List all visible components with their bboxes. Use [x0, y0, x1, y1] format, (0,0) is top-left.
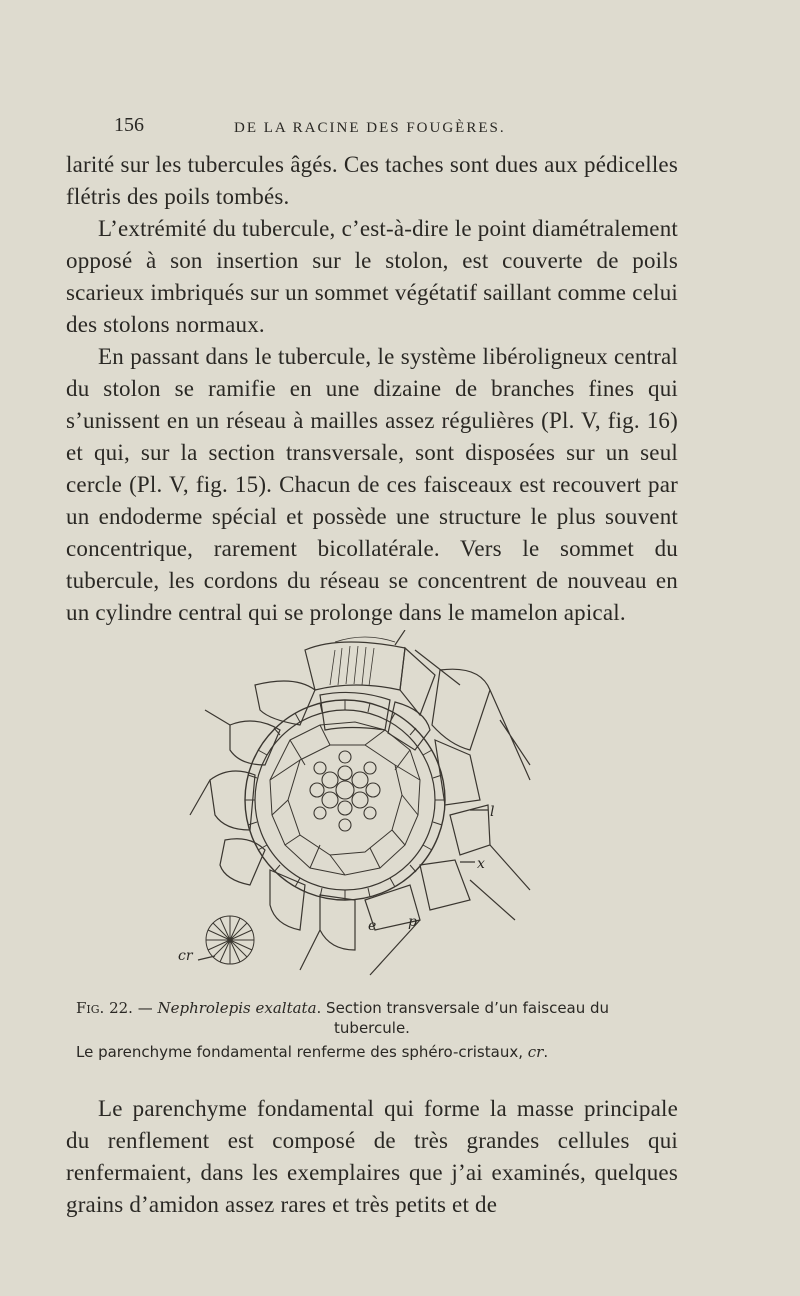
figure-caption — [66, 998, 678, 1062]
label-e: e — [368, 918, 377, 934]
caption-note: Le parenchyme fondamental renferme des sphéro-cristaux, — [76, 1043, 528, 1061]
body-text-top — [66, 149, 678, 629]
paragraph-1: larité sur les tubercules âgés. Ces taches sont dues aux pédicelles flétris des poils tombés. — [66, 152, 678, 209]
paragraph-4: Le parenchyme fondamental qui forme la masse principale du renflement est composé de très grandes cellules qui renfermaient, dans les exemplaires que j’ai examinés, quelques grains d’amidon assez rares et très petits et de — [66, 1096, 678, 1217]
caption-period: . — [543, 1043, 549, 1061]
caption-abbreviation: cr — [527, 1043, 544, 1061]
body-text-bottom — [66, 1093, 678, 1221]
label-p: p — [408, 914, 417, 930]
figure-illustration — [170, 630, 550, 980]
paragraph-2: L’extrémité du tubercule, c’est-à-dire le point diamétralement opposé à son insertion sur le stolon, est couverte de poils scarieux imbriqués sur un sommet végétatif saillant comme celui des stolons normaux. — [66, 216, 678, 337]
running-title: DE LA RACINE DES FOUGÈRES. — [234, 120, 506, 136]
label-cr: cr — [178, 948, 193, 964]
caption-line-2: tubercule. — [334, 1019, 410, 1037]
species-name: Nephrolepis exaltata — [157, 999, 317, 1017]
caption-description: . Section transversale d’un faisceau du — [316, 999, 610, 1017]
caption-dash: — — [132, 999, 158, 1017]
caption-line-3 — [66, 1042, 678, 1062]
label-x: x — [477, 856, 485, 872]
caption-line-1 — [66, 998, 678, 1018]
page-header — [114, 114, 674, 144]
paragraph-3: En passant dans le tubercule, le système libéroligneux central du stolon se ramifie en une dizaine de branches fines qui s’unissent en un réseau à mailles assez régulières (Pl. V, fig. 16) et qui, sur la section transversale, sont disposées sur un seul cercle (Pl. V, fig. 15). Chacun de ces faisceaux est recouvert par un endoderme spécial et possède une structure le plus souvent concentrique, rarement bicollatérale. Vers le sommet du tubercule, les cordons du réseau se concentrent de nouveau en un cylindre central qui se prolonge dans le mamelon apical. — [66, 344, 678, 625]
page-number: 156 — [114, 114, 144, 136]
label-l: l — [490, 804, 495, 820]
vascular-bundle-drawing — [170, 630, 550, 980]
figure-number: Fig. 22. — [76, 999, 133, 1017]
